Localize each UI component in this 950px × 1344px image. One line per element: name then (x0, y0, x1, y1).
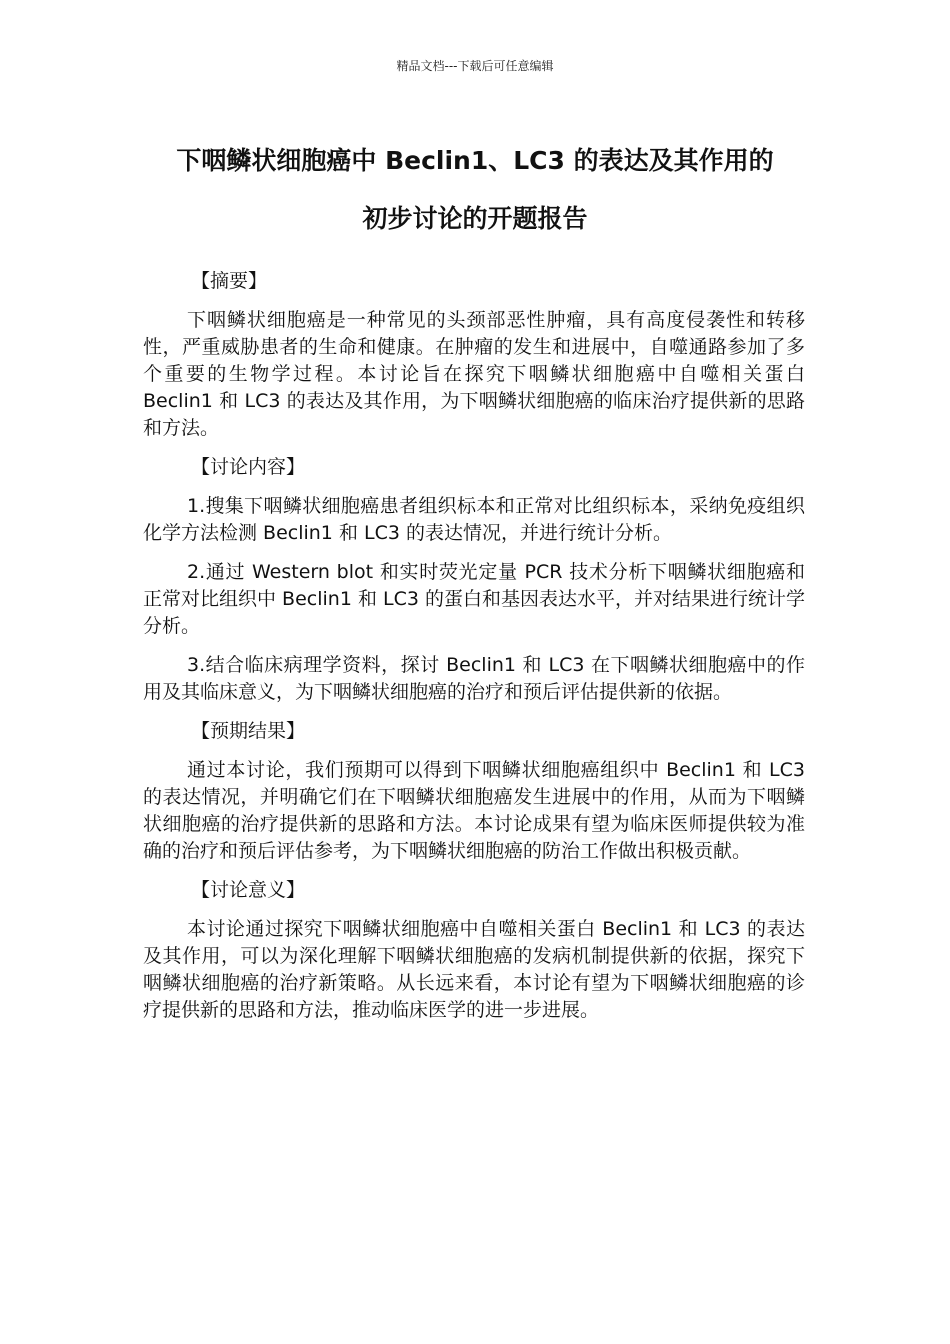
significance-paragraph: 本讨论通过探究下咽鳞状细胞癌中自噬相关蛋白 Beclin1 和 LC3 的表达及其作用，可以为深化理解下咽鳞状细胞癌的发病机制提供新的依据，探究下咽鳞状细胞癌的治疗新策略。从长远来看，本讨论有望为下咽鳞状细胞癌的诊疗提供新的思路和方法，推动临床医学的进一步进展。 (143, 918, 805, 1021)
content-item-1: 1.搜集下咽鳞状细胞癌患者组织标本和正常对比组织标本，采纳免疫组织化学方法检测 Beclin1 和 LC3 的表达情况，并进行统计分析。 (143, 495, 805, 544)
abstract-heading: 【摘要】 (191, 270, 268, 292)
header-note: 精品文档---下载后可任意编辑 (396, 59, 554, 73)
results-paragraph: 通过本讨论，我们预期可以得到下咽鳞状细胞癌组织中 Beclin1 和 LC3 的表达情况，并明确它们在下咽鳞状细胞癌发生进展中的作用，从而为下咽鳞状细胞癌的治疗提供新的思路和方法。本讨论成果有望为临床医师提供较为准确的治疗和预后评估参考，为下咽鳞状细胞癌的防治工作做出积极贡献。 (143, 759, 805, 862)
title-line-1: 下咽鳞状细胞癌中 Beclin1、LC3 的表达及其作用的 (176, 146, 774, 175)
content-item-2: 2.通过 Western blot 和实时荧光定量 PCR 技术分析下咽鳞状细胞癌和正常对比组织中 Beclin1 和 LC3 的蛋白和基因表达水平，并对结果进行统计学分析。 (143, 561, 805, 637)
document-body (143, 268, 805, 1036)
significance-heading: 【讨论意义】 (191, 879, 306, 901)
results-heading: 【预期结果】 (191, 720, 306, 742)
title-line-2: 初步讨论的开题报告 (362, 204, 588, 233)
abstract-paragraph: 下咽鳞状细胞癌是一种常见的头颈部恶性肿瘤，具有高度侵袭性和转移性，严重威胁患者的生命和健康。在肿瘤的发生和进展中，自噬通路参加了多个重要的生物学过程。本讨论旨在探究下咽鳞状细胞癌中自噬相关蛋白 Beclin1 和 LC3 的表达及其作用，为下咽鳞状细胞癌的临床治疗提供新的思路和方法。 (143, 309, 805, 439)
content-item-3: 3.结合临床病理学资料，探讨 Beclin1 和 LC3 在下咽鳞状细胞癌中的作用及其临床意义，为下咽鳞状细胞癌的治疗和预后评估提供新的依据。 (143, 654, 805, 703)
content-heading: 【讨论内容】 (191, 456, 306, 478)
document-title (120, 132, 830, 248)
